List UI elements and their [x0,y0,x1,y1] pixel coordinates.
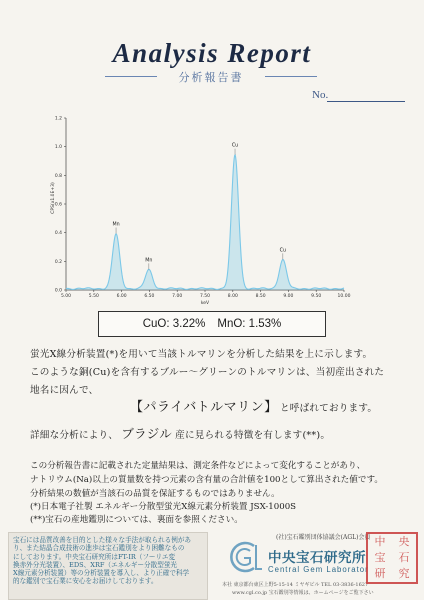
lab-address: 本社 東京都台東区上野5-15-14 ミヤギビル TEL 03-3836-1627 [222,582,369,588]
x-tick-label: 9.50 [311,294,322,299]
body-line-5-prefix: 詳細な分析により、 [30,430,119,441]
notice-line: 的な鑑別で宝石業に安心をお届けしております。 [13,577,158,586]
tourmaline-suffix: と呼ばれております。 [280,403,378,414]
peak-label: Cu [231,143,239,149]
lab-name-jp: 中央宝石研究所 [268,550,366,566]
lab-name-en: Central Gem Laborator [268,565,369,574]
report-number-label: No. [312,89,329,101]
notice-line: にしております。中央宝石研究所はFT-IR（フーリエ変 [13,552,176,561]
y-tick-label: 1.2 [54,116,62,122]
x-tick-label: 5.50 [88,294,99,299]
spectrum-area [66,155,344,290]
body-line-2: このような銅(Cu)を含有するブルー～グリーンのトルマリンは、当初産出された [30,367,385,378]
subtitle-rule-left [105,76,157,77]
notice-line: 宝石には品質改善を目的とした様々な手法が取られる例があ [13,536,192,544]
body-line-5 [30,424,330,442]
x-tick-label: 8.50 [255,294,266,299]
y-tick-label: 0.4 [54,231,62,237]
x-tick-label: 7.00 [172,294,183,299]
note-line-2: ナトリウム(Na)以上の質量数を持つ元素の含有量の合計値を100として算出された値です。 [30,475,383,485]
x-tick-label: 8.00 [227,294,238,299]
y-axis-label: CPS(x1.0E+3) [51,182,56,214]
y-tick-label: 0.2 [54,259,62,265]
peak-label: Cu [279,248,287,254]
y-tick-label: 0.6 [54,202,62,208]
association-text: (社)宝石鑑別団体協議会(AGL)会員 [276,534,371,541]
result-mno: MnO: 1.53% [217,318,282,330]
note-line-3: 分析結果の数値が当該石の品質を保証するものではありません。 [30,489,280,499]
note-line-5: (**)宝石の産地鑑別については、裏面を参照ください。 [30,515,243,525]
peak-label: Mn [145,258,153,264]
cgl-logo-icon [224,537,264,577]
subtitle-rule-right [265,76,317,77]
xrf-spectrum-chart [48,112,351,307]
report-title: Analysis Report [112,38,312,68]
body-line-1: 蛍光X線分析装置(*)を用いて当該トルマリンを分析した結果を上に示します。 [30,349,373,360]
seal-char: 研 [374,567,386,580]
seal-char: 央 [398,535,410,548]
x-axis-label: keV [200,301,210,306]
notice-line: 換赤外分光装置）、EDS、XRF（エネルギー分散型蛍光 [13,560,178,569]
peak-label: Mn [112,222,120,228]
result-cuo: CuO: 3.22% [142,318,206,330]
x-tick-label: 5.00 [60,294,72,299]
seal-char: 中 [374,535,386,548]
seal-char: 宝 [374,551,386,564]
note-line-1: この分析報告書に記載された定量結果は、測定条件などによって変化することがあり、 [30,461,366,471]
lab-website: www.cgl.co.jp 宝石鑑別等情報は、ホームページをご覧下さい [232,590,374,596]
seal-char: 究 [398,567,410,580]
report-subtitle-row [105,69,317,83]
x-tick-label: 7.50 [199,294,211,299]
tourmaline-name: 【パライバトルマリン】 [130,400,278,415]
notice-box [8,532,208,600]
report-subtitle: 分析報告書 [178,71,244,84]
seal-char: 石 [398,551,410,564]
body-line-5-suffix: 産に見られる特徴を有します(**)。 [175,430,331,441]
x-tick-label: 6.00 [116,294,127,299]
x-tick-label: 9.00 [283,294,294,299]
spectrum-line [66,155,344,289]
y-tick-label: 1.0 [54,145,62,151]
origin-brazil: ブラジル [121,426,172,441]
note-line-4: (*)日本電子社製 エネルギー分散型蛍光X線元素分析装置 JSX-1000S [30,502,297,512]
result-box [98,311,326,337]
red-seal-stamp [366,532,418,584]
x-tick-label: 10.00 [337,294,351,299]
notice-line: X線元素分析装置）等の分析装置を導入し、より正確で科学 [13,569,190,578]
x-tick-label: 6.50 [144,294,155,299]
report-number-line [327,101,405,102]
body-line-3: 地名に因んで、 [30,385,99,396]
y-tick-label: 0.8 [54,173,62,179]
notice-line: り、また結晶合成技術の進歩は宝石鑑別をより困難なもの [13,544,185,553]
y-tick-label: 0.0 [54,288,62,294]
